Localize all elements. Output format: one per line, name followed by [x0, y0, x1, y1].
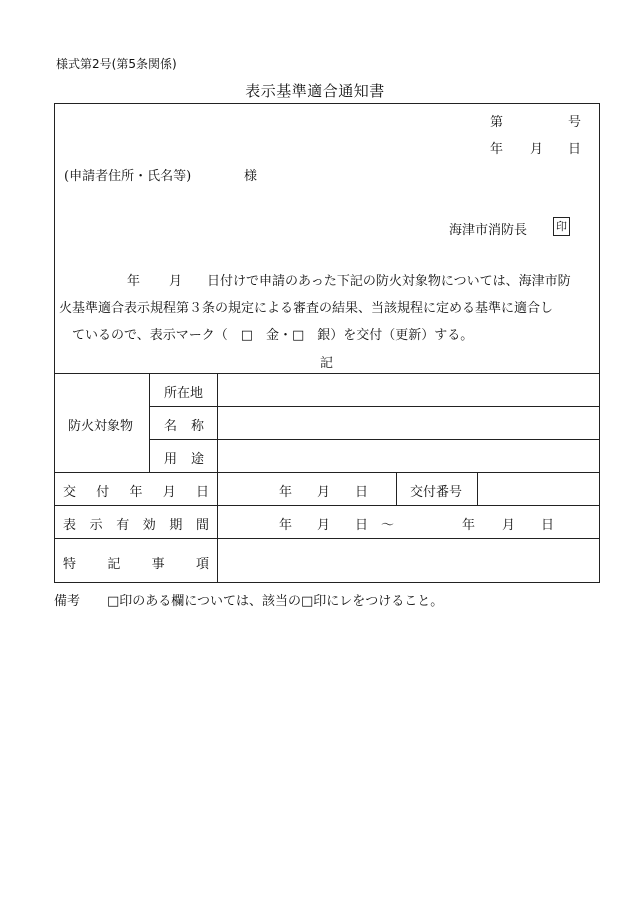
- body-month: 月: [169, 274, 183, 289]
- validity-char: 期: [169, 518, 183, 533]
- validity-end-year: 年: [462, 518, 476, 533]
- validity-char: 間: [195, 518, 209, 533]
- issue-date-char: 日: [195, 485, 209, 500]
- date-day: 日: [568, 142, 582, 157]
- rule-issue-bottom: [54, 505, 600, 506]
- validity-label: [63, 514, 209, 533]
- body-year: 年: [127, 274, 141, 289]
- issue-date-char: 付: [96, 485, 110, 500]
- rule-object-divider: [149, 373, 150, 472]
- use-label-2: 途: [191, 452, 205, 467]
- addressee-label: (申請者住所・氏名等): [64, 169, 192, 184]
- rule-issue-number-left: [396, 472, 397, 505]
- validity-char: 有: [116, 518, 130, 533]
- name-label-1: 名: [164, 419, 178, 434]
- object-label: 防火対象物: [68, 419, 134, 434]
- issue-number-label: 交付番号: [410, 485, 463, 500]
- ki-heading: 記: [320, 356, 334, 371]
- date-year: 年: [490, 142, 504, 157]
- special-char: 記: [107, 557, 121, 572]
- number-go: 号: [568, 115, 582, 130]
- use-label-1: 用: [164, 452, 178, 467]
- validity-end-month: 月: [502, 518, 516, 533]
- location-label: 所在地: [164, 386, 204, 401]
- body-line-3: ているので、表示マーク（ □ 金・□ 銀）を交付（更新）する。: [72, 328, 474, 343]
- form-number: 様式第2号(第5条関係): [56, 57, 177, 71]
- issuer-name: 海津市消防長: [449, 223, 528, 238]
- issue-date-label: [63, 481, 209, 500]
- validity-start-year: 年: [279, 518, 293, 533]
- document-title: 表示基準適合通知書: [245, 82, 385, 100]
- rule-issue-number-right: [477, 472, 478, 505]
- name-label-2: 称: [191, 419, 205, 434]
- issue-date-char: 年: [129, 485, 143, 500]
- remarks-label: 備考: [54, 594, 81, 609]
- special-char: 特: [63, 557, 77, 572]
- addressee-honorific: 様: [244, 169, 258, 184]
- issue-date-char: 交: [63, 485, 77, 500]
- body-line-2: 火基準適合表示規程第３条の規定による審査の結果、当該規程に定める基準に適合し: [59, 301, 554, 316]
- validity-end-day: 日: [541, 518, 555, 533]
- special-notes-label: [63, 553, 209, 572]
- number-dai: 第: [490, 115, 504, 130]
- body-line-1: 日付けで申請のあった下記の防火対象物については、海津市防: [207, 274, 571, 289]
- date-month: 月: [530, 142, 544, 157]
- seal-box: 印: [553, 217, 570, 236]
- issue-date-char: 月: [162, 485, 176, 500]
- validity-char: 効: [142, 518, 156, 533]
- validity-char: 示: [89, 518, 103, 533]
- rule-object-bottom: [54, 472, 600, 473]
- validity-start-month: 月: [317, 518, 331, 533]
- special-char: 項: [195, 557, 209, 572]
- rule-validity-bottom: [54, 538, 600, 539]
- rule-label-divider: [217, 373, 218, 583]
- remarks-text: □印のある欄については、該当の□印にレをつけること。: [107, 594, 444, 609]
- rule-table-top: [54, 373, 600, 374]
- validity-start-day: 日 ～: [355, 518, 395, 533]
- issue-year: 年: [279, 485, 293, 500]
- issue-day: 日: [355, 485, 369, 500]
- validity-char: 表: [63, 518, 77, 533]
- issue-month: 月: [317, 485, 331, 500]
- special-char: 事: [151, 557, 165, 572]
